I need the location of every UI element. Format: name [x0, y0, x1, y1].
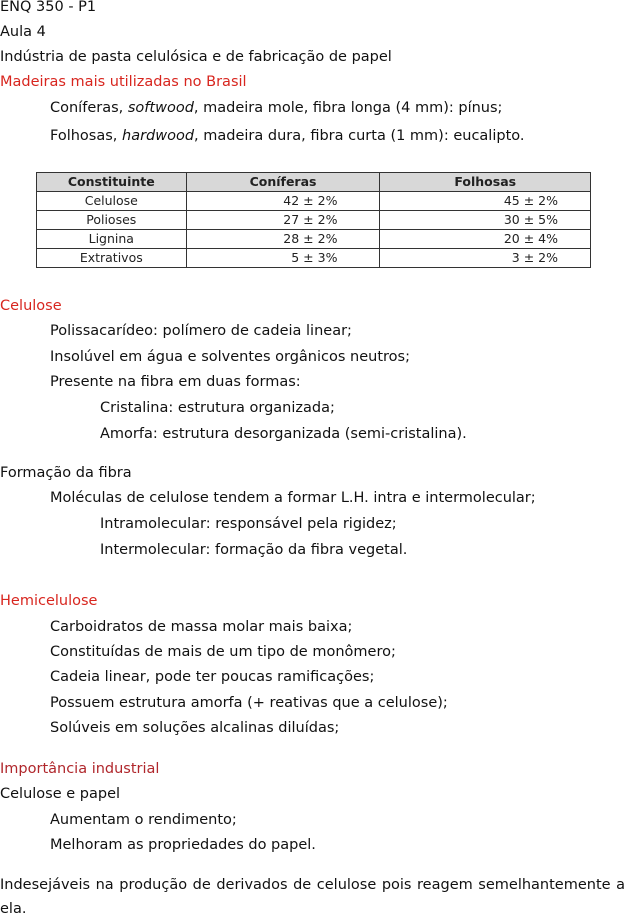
coniferas-desc: , madeira mole, fibra longa (4 mm): pínus;	[193, 100, 503, 116]
table-cell: 30 ± 5%	[380, 211, 591, 230]
page-title: Indústria de pasta celulósica e de fabricação de papel	[0, 49, 392, 65]
table-row	[37, 249, 591, 268]
folhosas-desc: , madeira dura, fibra curta (1 mm): eucalipto.	[194, 128, 525, 144]
importancia-line: Aumentam o rendimento;	[50, 812, 237, 828]
hemicelulose-line: Possuem estrutura amorfa (+ reativas que a celulose);	[50, 695, 448, 711]
table-cell: Lignina	[37, 230, 187, 249]
coniferas-text: Coníferas,	[50, 100, 128, 116]
hemicelulose-line: Cadeia linear, pode ter poucas ramificações;	[50, 669, 375, 685]
table-header-row	[37, 173, 591, 192]
celulose-subline: Amorfa: estrutura desorganizada (semi-cristalina).	[100, 426, 467, 442]
hemicelulose-line: Solúveis em soluções alcalinas diluídas;	[50, 720, 340, 736]
formacao-subline: Intramolecular: responsável pela rigidez;	[100, 516, 397, 532]
formacao-line: Moléculas de celulose tendem a formar L.H. intra e intermolecular;	[50, 490, 536, 506]
table-cell: 3 ± 2%	[380, 249, 591, 268]
table-row	[37, 211, 591, 230]
section-heading-madeiras: Madeiras mais utilizadas no Brasil	[0, 74, 247, 90]
table-row	[37, 230, 591, 249]
table-cell: 27 ± 2%	[186, 211, 380, 230]
table-cell: 5 ± 3%	[186, 249, 380, 268]
softwood-term: softwood	[127, 100, 194, 116]
table-cell: 45 ± 2%	[380, 192, 591, 211]
celulose-subline: Cristalina: estrutura organizada;	[100, 400, 335, 416]
table-cell: 42 ± 2%	[186, 192, 380, 211]
course-code: ENQ 350 - P1	[0, 0, 97, 15]
section-heading-celulose: Celulose	[0, 298, 62, 314]
folhosas-line	[50, 126, 524, 146]
hardwood-term: hardwood	[122, 128, 195, 144]
table-cell: Celulose	[37, 192, 187, 211]
table-header-cell: Folhosas	[380, 173, 591, 192]
coniferas-line	[50, 98, 502, 118]
table-header-cell: Coníferas	[186, 173, 380, 192]
composition-table	[36, 172, 591, 268]
table-cell: 28 ± 2%	[186, 230, 380, 249]
importancia-line: Melhoram as propriedades do papel.	[50, 837, 316, 853]
lesson-number: Aula 4	[0, 24, 46, 40]
table-cell: Polioses	[37, 211, 187, 230]
celulose-line: Polissacarídeo: polímero de cadeia linear;	[50, 323, 352, 339]
section-heading-hemicelulose: Hemicelulose	[0, 593, 98, 609]
importancia-paragraph: Indesejáveis na produção de derivados de celulose pois reagem semelhantemente a ela.	[0, 877, 625, 917]
hemicelulose-line: Carboidratos de massa molar mais baixa;	[50, 619, 353, 635]
table-row	[37, 192, 591, 211]
table-cell: 20 ± 4%	[380, 230, 591, 249]
celulose-line: Insolúvel em água e solventes orgânicos neutros;	[50, 349, 410, 365]
formacao-subline: Intermolecular: formação da fibra vegetal.	[100, 542, 408, 558]
section-heading-importancia: Importância industrial	[0, 761, 160, 777]
folhosas-text: Folhosas,	[50, 128, 122, 144]
table-header-cell: Constituinte	[37, 173, 187, 192]
importancia-subheading: Celulose e papel	[0, 786, 121, 802]
hemicelulose-line: Constituídas de mais de um tipo de monômero;	[50, 644, 396, 660]
celulose-line: Presente na fibra em duas formas:	[50, 374, 301, 390]
table-cell: Extrativos	[37, 249, 187, 268]
section-heading-formacao: Formação da fibra	[0, 465, 132, 481]
